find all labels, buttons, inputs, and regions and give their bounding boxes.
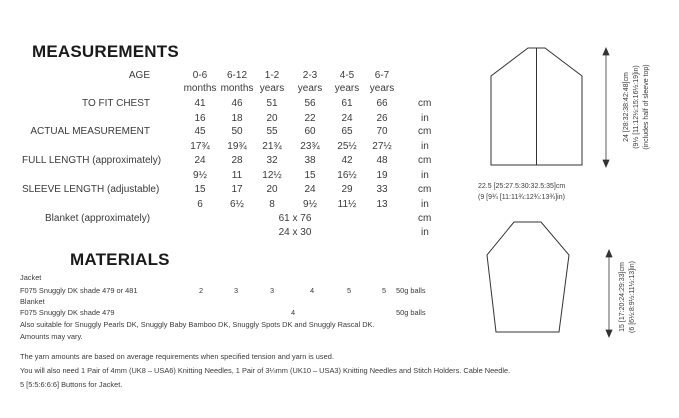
unit-in: in [421, 199, 429, 210]
jacket-label: Jacket [20, 273, 42, 282]
body-height-in-label: (9½ [11:12½:15:16½:19]in) [633, 65, 640, 149]
cell: 17¾ [190, 141, 210, 152]
cell: 50 [231, 126, 243, 137]
cell: 20 [266, 113, 278, 124]
cell: 19 [376, 170, 388, 181]
cell: 15 [194, 184, 206, 195]
cell: 6½ [230, 199, 244, 210]
jacket-qty: 3 [269, 286, 275, 295]
age-0-bottom: months [183, 83, 217, 94]
cell: 8 [269, 199, 275, 210]
cell: 28 [231, 155, 243, 166]
unit-cm: cm [418, 213, 432, 224]
unit-cm: cm [418, 98, 432, 109]
cell: 9½ [193, 170, 207, 181]
cell: 20 [266, 184, 278, 195]
body-height-note-label: (includes half of sleeve top) [643, 64, 650, 150]
blanket-label: Blanket [20, 297, 45, 306]
unit-in: in [421, 227, 429, 238]
cell: 22 [304, 113, 316, 124]
sleeve-length-cm-label: 15 [17:20:24:29:33]cm [619, 262, 626, 332]
row-label: FULL LENGTH (approximately) [22, 155, 162, 166]
cell: 38 [304, 155, 316, 166]
body-schematic [491, 48, 582, 165]
jacket-yarn: F075 Snuggly DK shade 479 or 481 [20, 286, 138, 295]
blanket-yarn: F075 Snuggly DK shade 479 [20, 308, 115, 317]
cell: 24 [304, 184, 316, 195]
blanket-in-value: 24 x 30 [278, 227, 312, 238]
row-label: ACTUAL MEASUREMENT [30, 126, 150, 137]
materials-title: MATERIALS [70, 250, 170, 269]
amounts-note: Amounts may vary. [20, 332, 83, 341]
jacket-qty: 5 [346, 286, 352, 295]
cell: 6 [197, 199, 203, 210]
cell: 27½ [372, 141, 392, 152]
cell: 15 [304, 170, 316, 181]
unit-cm: cm [418, 126, 432, 137]
cell: 66 [376, 98, 388, 109]
cell: 21¾ [262, 141, 282, 152]
body-width-in-label: (9 [9¾ [11:11¾:12¾:13¾]in) [478, 194, 565, 201]
jacket-qty: 3 [233, 286, 239, 295]
jacket-qty: 5 [381, 286, 387, 295]
arrowhead-up-icon [603, 48, 609, 55]
age-label: AGE [128, 70, 150, 81]
measurements-title: MEASUREMENTS [32, 42, 179, 61]
cell: 29 [341, 184, 353, 195]
age-0-top: 0-6 [192, 70, 208, 81]
cell: 33 [376, 184, 388, 195]
cell: 24 [341, 113, 353, 124]
cell: 55 [266, 126, 278, 137]
cell: 12½ [262, 170, 282, 181]
blanket-cm-value: 61 x 76 [278, 213, 312, 224]
also-suitable-note: Also suitable for Snuggly Pearls DK, Snuggly Baby Bamboo DK, Snuggly Spots DK and Snuggly Rascal DK. [20, 320, 375, 329]
cell: 65 [341, 126, 353, 137]
cell: 26 [376, 113, 388, 124]
sleeve-outline [487, 222, 569, 332]
jacket-qty: 2 [198, 286, 204, 295]
buttons-note: 5 [5:5:6:6:6] Buttons for Jacket. [20, 380, 123, 389]
cell: 45 [194, 126, 206, 137]
sleeve-schematic [487, 222, 569, 332]
cell: 61 [341, 98, 353, 109]
age-4-top: 4-5 [339, 70, 355, 81]
cell: 56 [304, 98, 316, 109]
cell: 9½ [303, 199, 317, 210]
sleeve-length-in-label: (6 [6½:8:9½:11½:13]in) [629, 261, 636, 333]
age-1-bottom: months [220, 83, 254, 94]
age-5-top: 6-7 [374, 70, 390, 81]
cell: 70 [376, 126, 388, 137]
yarn-amounts-note: The yarn amounts are based on average requirements when specified tension and yarn is used. [20, 352, 334, 361]
cell: 19¾ [227, 141, 247, 152]
age-1-top: 6-12 [226, 70, 247, 81]
cell: 11 [231, 170, 243, 181]
cell: 46 [231, 98, 243, 109]
row-label: Blanket (approximately) [45, 213, 151, 224]
cell: 16 [194, 113, 206, 124]
body-width-cm-label: 22.5 [25:27.5:30:32.5:35]cm [478, 183, 566, 190]
cell: 41 [194, 98, 206, 109]
blanket-qty: 4 [290, 308, 296, 317]
age-2-bottom: years [259, 83, 285, 94]
row-label: SLEEVE LENGTH (adjustable) [22, 184, 160, 195]
jacket-qty: 4 [309, 286, 315, 295]
row-label: TO FIT CHEST [82, 98, 150, 109]
cell: 23¾ [300, 141, 320, 152]
cell: 11½ [337, 199, 357, 210]
blanket-unit: 50g balls [396, 308, 426, 317]
cell: 42 [341, 155, 353, 166]
cell: 25½ [337, 141, 357, 152]
unit-in: in [421, 170, 429, 181]
cell: 17 [231, 184, 243, 195]
cell: 32 [266, 155, 278, 166]
cell: 18 [231, 113, 243, 124]
age-3-bottom: years [297, 83, 323, 94]
age-4-bottom: years [334, 83, 360, 94]
cell: 16½ [337, 170, 357, 181]
cell: 51 [266, 98, 278, 109]
age-2-top: 1-2 [264, 70, 280, 81]
arrowhead-down-icon [603, 160, 609, 167]
cell: 13 [376, 199, 388, 210]
dimension-arrows [603, 48, 612, 337]
cell: 60 [304, 126, 316, 137]
unit-cm: cm [418, 184, 432, 195]
unit-cm: cm [418, 155, 432, 166]
arrowhead-down-icon [606, 330, 612, 337]
cell: 48 [376, 155, 388, 166]
age-5-bottom: years [369, 83, 395, 94]
age-3-top: 2-3 [302, 70, 318, 81]
cell: 24 [194, 155, 206, 166]
arrowhead-up-icon [606, 250, 612, 257]
needles-note: You will also need 1 Pair of 4mm (UK8 – USA6) Knitting Needles, 1 Pair of 3¼mm (UK10 – USA3) Knitting Needles and Stitch Holders. Cable Needle. [20, 366, 511, 375]
jacket-unit: 50g balls [396, 286, 426, 295]
unit-in: in [421, 113, 429, 124]
body-height-cm-label: 24 [28:32:38:42:48]cm [623, 72, 630, 142]
unit-in: in [421, 141, 429, 152]
